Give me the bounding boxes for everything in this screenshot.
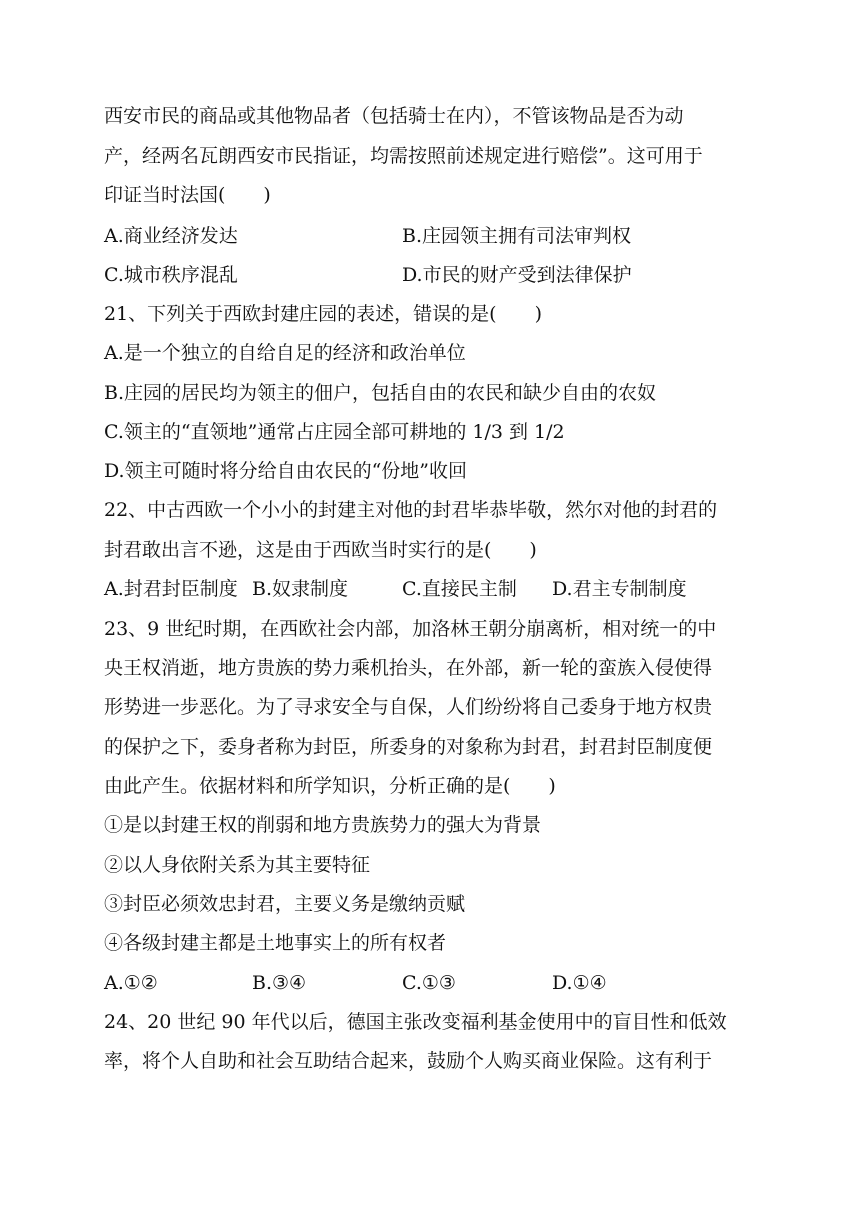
q20-line-3: 印证当时法国( )	[104, 184, 271, 206]
q20-options-row-2	[104, 262, 764, 288]
q21-option-d: D.领主可随时将分给自由农民的“份地”收回	[104, 460, 468, 482]
q23-statement-1: ①是以封建王权的削弱和地方贵族势力的强大为背景	[104, 814, 542, 836]
q20-line-2: 产，经两名瓦朗西安市民指证，均需按照前述规定进行赔偿”。这可用于	[104, 145, 703, 167]
q21-option-c: C.领主的“直领地”通常占庄园全部可耕地的 1/3 到 1/2	[104, 421, 565, 443]
q23-statement-2: ②以人身依附关系为其主要特征	[104, 854, 371, 876]
q20-option-c: C.城市秩序混乱	[104, 264, 238, 286]
q22-options-row	[104, 576, 764, 602]
q23-options-row	[104, 970, 764, 996]
q22-option-a: A.封君封臣制度	[104, 578, 238, 600]
q23-option-d: D.①④	[552, 972, 607, 994]
q23-option-a: A.①②	[104, 972, 158, 994]
q23-option-b: B.③④	[252, 972, 307, 994]
q23-line-4: 的保护之下，委身者称为封臣，所委身的对象称为封君，封君封臣制度便	[104, 736, 713, 758]
q24-line-2: 率，将个人自助和社会互助结合起来，鼓励个人购买商业保险。这有利于	[104, 1050, 713, 1072]
q20-option-d: D.市民的财产受到法律保护	[402, 264, 632, 286]
q22-option-b: B.奴隶制度	[252, 578, 349, 600]
q21-stem: 21、下列关于西欧封建庄园的表述，错误的是( )	[104, 303, 543, 325]
q20-option-b: B.庄园领主拥有司法审判权	[402, 225, 632, 247]
q22-line-1: 22、中古西欧一个小小的封建主对他的封君毕恭毕敬，然尔对他的封君的	[104, 499, 718, 521]
q23-statement-3: ③封臣必须效忠封君，主要义务是缴纳贡赋	[104, 893, 466, 915]
q23-line-3: 形势进一步恶化。为了寻求安全与自保，人们纷纷将自己委身于地方权贵	[104, 696, 713, 718]
q20-options-row-1	[104, 223, 764, 249]
q22-option-c: C.直接民主制	[402, 578, 517, 600]
q23-statement-4: ④各级封建主都是土地事实上的所有权者	[104, 932, 447, 954]
q20-option-a: A.商业经济发达	[104, 225, 238, 247]
q22-line-2: 封君敢出言不逊，这是由于西欧当时实行的是( )	[104, 539, 537, 561]
q23-option-c: C.①③	[402, 972, 456, 994]
q23-line-2: 央王权消逝，地方贵族的势力乘机抬头，在外部，新一轮的蛮族入侵使得	[104, 657, 713, 679]
q23-line-5: 由此产生。依据材料和所学知识，分析正确的是( )	[104, 775, 556, 797]
q24-line-1: 24、20 世纪 90 年代以后，德国主张改变福利基金使用中的盲目性和低效	[104, 1011, 727, 1033]
q23-line-1: 23、9 世纪时期，在西欧社会内部，加洛林王朝分崩离析，相对统一的中	[104, 618, 717, 640]
q21-option-b: B.庄园的居民均为领主的佃户，包括自由的农民和缺少自由的农奴	[104, 382, 657, 404]
q22-option-d: D.君主专制制度	[552, 578, 687, 600]
q20-line-1: 西安市民的商品或其他物品者（包括骑士在内），不管该物品是否为动	[104, 105, 684, 127]
q21-option-a: A.是一个独立的自给自足的经济和政治单位	[104, 342, 466, 364]
